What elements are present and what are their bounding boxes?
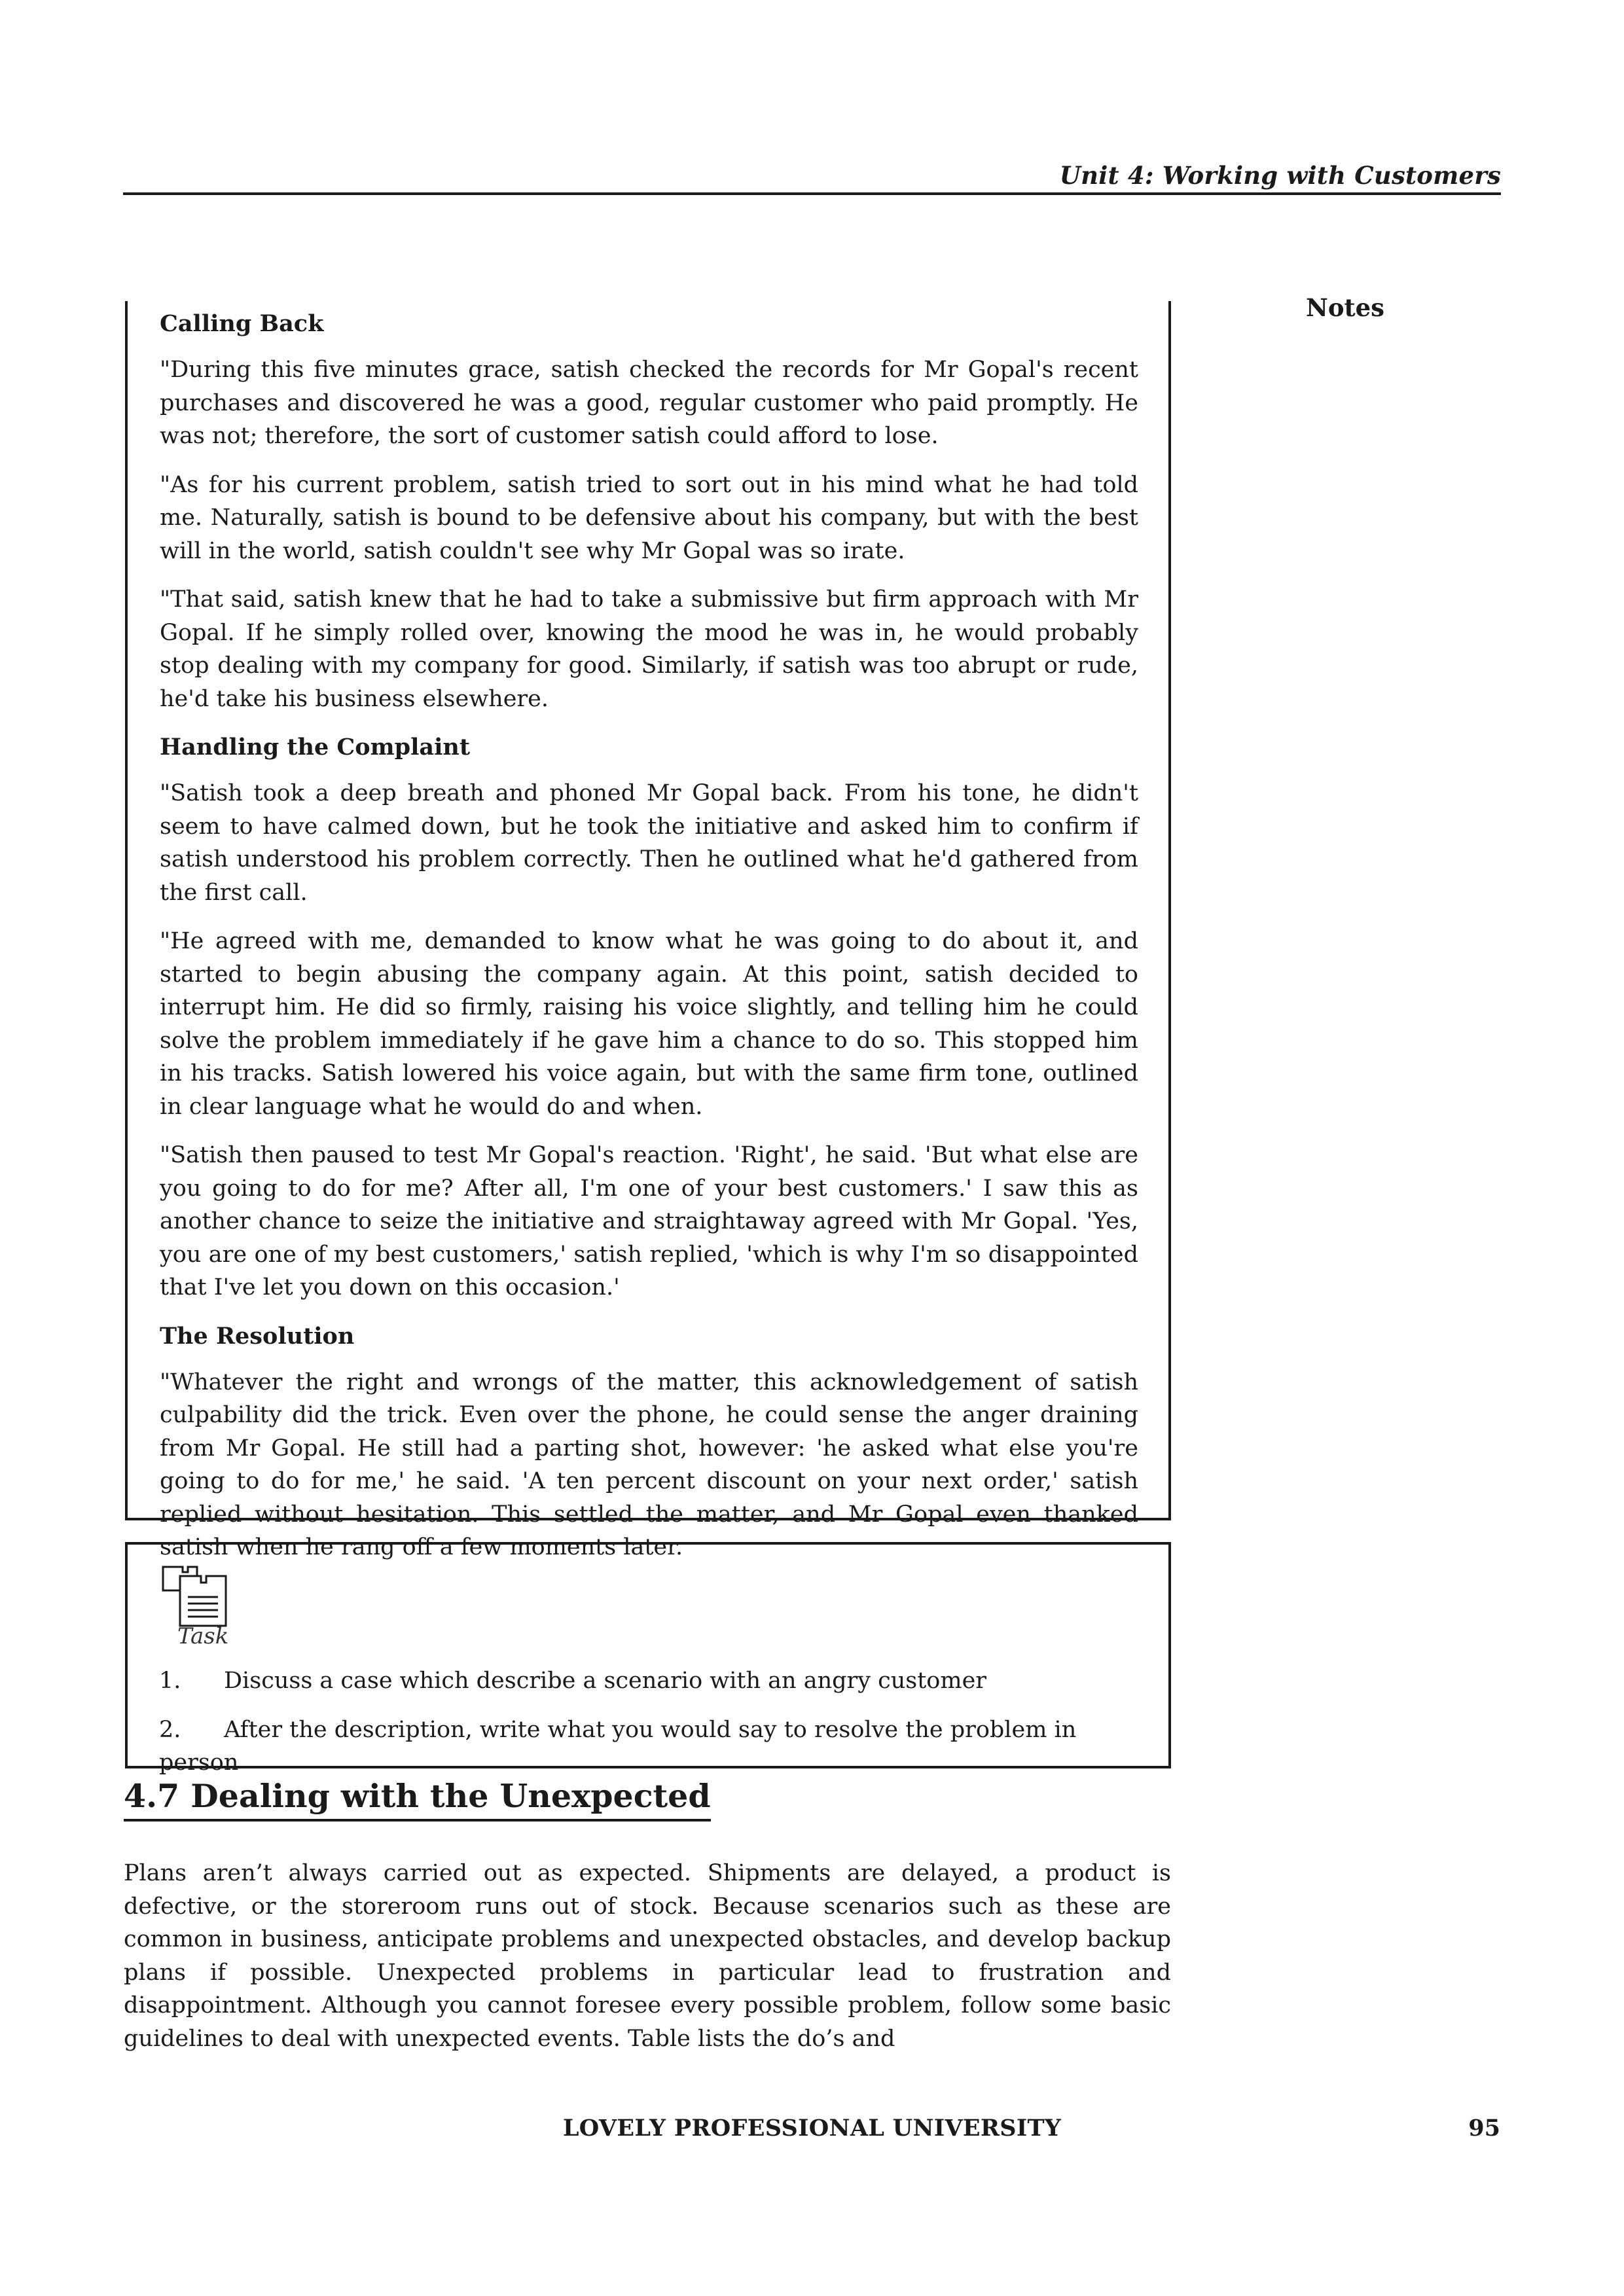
- case-paragraph: "He agreed with me, demanded to know what he was going to do about it, and started to begin abusing the company again. At this point, satish decided to interrupt him. He did so firmly, raising his voice slightly, and telling him he could solve the problem immediately if he gave him a chance to do so. This stopped him in his tracks. Satish lowered his voice again, but with the same firm tone, outlined in clear language what he would do and when.: [160, 928, 1138, 1120]
- case-paragraph: "Satish then paused to test Mr Gopal's reaction. 'Right', he said. 'But what else are you going to do for me? After all, I'm one of your best customers.' I saw this as another chance to seize the initiative and straightaway agreed with Mr Gopal. 'Yes, you are one of my best customers,' satish replied, 'which is why I'm so disappointed that I've let you down on this occasion.': [160, 1142, 1138, 1300]
- case-paragraph: "That said, satish knew that he had to take a submissive but firm approach with Mr Gopal. If he simply rolled over, knowing the mood he was in, he would probably stop dealing with my company for good. Similarly, if satish was too abrupt or rude, he'd take his business elsewhere.: [160, 586, 1138, 712]
- task-item-number: 2.: [159, 1717, 181, 1743]
- task-item-text: Discuss a case which describe a scenario with an angry customer: [224, 1668, 987, 1694]
- task-box: [125, 1542, 1171, 1776]
- notes-margin-label: Notes: [1306, 293, 1384, 322]
- case-heading-calling-back: Calling Back: [160, 310, 324, 337]
- task-item: [159, 1713, 1141, 1779]
- case-paragraph: "Whatever the right and wrongs of the matter, this acknowledgement of satish culpability did the trick. Even over the phone, he could sense the anger draining from Mr Gopal. He still had a parting shot, however: 'he asked what else you're going to do for me,' he said. 'A ten percent discount on your next order,' satish replied without hesitation. This settled the matter, and Mr Gopal even thanked satish when he rang off a few moments later.: [160, 1369, 1138, 1560]
- case-paragraph: "During this five minutes grace, satish checked the records for Mr Gopal's recent purchases and discovered he was a good, regular customer who paid promptly. He was not; therefore, the sort of customer satish could afford to lose.: [160, 357, 1138, 449]
- task-item-text: After the description, write what you would say to resolve the problem in person: [159, 1717, 1077, 1776]
- case-paragraph: "As for his current problem, satish tried to sort out in his mind what he had told me. Naturally, satish is bound to be defensive about his company, but with the best will in the world, satish couldn't see why Mr Gopal was so irate.: [160, 471, 1138, 564]
- case-heading-resolution: The Resolution: [160, 1322, 355, 1350]
- section-heading: 4.7 Dealing with the Unexpected: [124, 1777, 711, 1821]
- header-rule: [123, 192, 1501, 195]
- section-body-paragraph: Plans aren’t always carried out as expected. Shipments are delayed, a product is defective, or the storeroom runs out of stock. Because scenarios such as these are common in business, anticipate problems and unexpected obstacles, and develop backup plans if possible. Unexpected problems in particular lead to frustration and disappointment. Although you cannot foresee every possible problem, follow some basic guidelines to deal with unexpected events. Table lists the do’s and: [124, 1860, 1171, 2052]
- case-heading-handling-complaint: Handling the Complaint: [160, 734, 471, 761]
- task-item: [159, 1664, 1141, 1697]
- task-item-number: 1.: [159, 1668, 181, 1694]
- case-study-box: [125, 301, 1171, 1560]
- task-label: Task: [177, 1623, 229, 1649]
- running-header: Unit 4: Working with Customers: [1059, 161, 1501, 190]
- task-icon: [160, 1564, 232, 1630]
- page-number: 95: [1468, 2115, 1500, 2142]
- footer-university: LOVELY PROFESSIONAL UNIVERSITY: [562, 2115, 1062, 2142]
- case-paragraph: "Satish took a deep breath and phoned Mr Gopal back. From his tone, he didn't seem to have calmed down, but he took the initiative and asked him to confirm if satish understood his problem correctly. Then he outlined what he'd gathered from the first call.: [160, 780, 1138, 906]
